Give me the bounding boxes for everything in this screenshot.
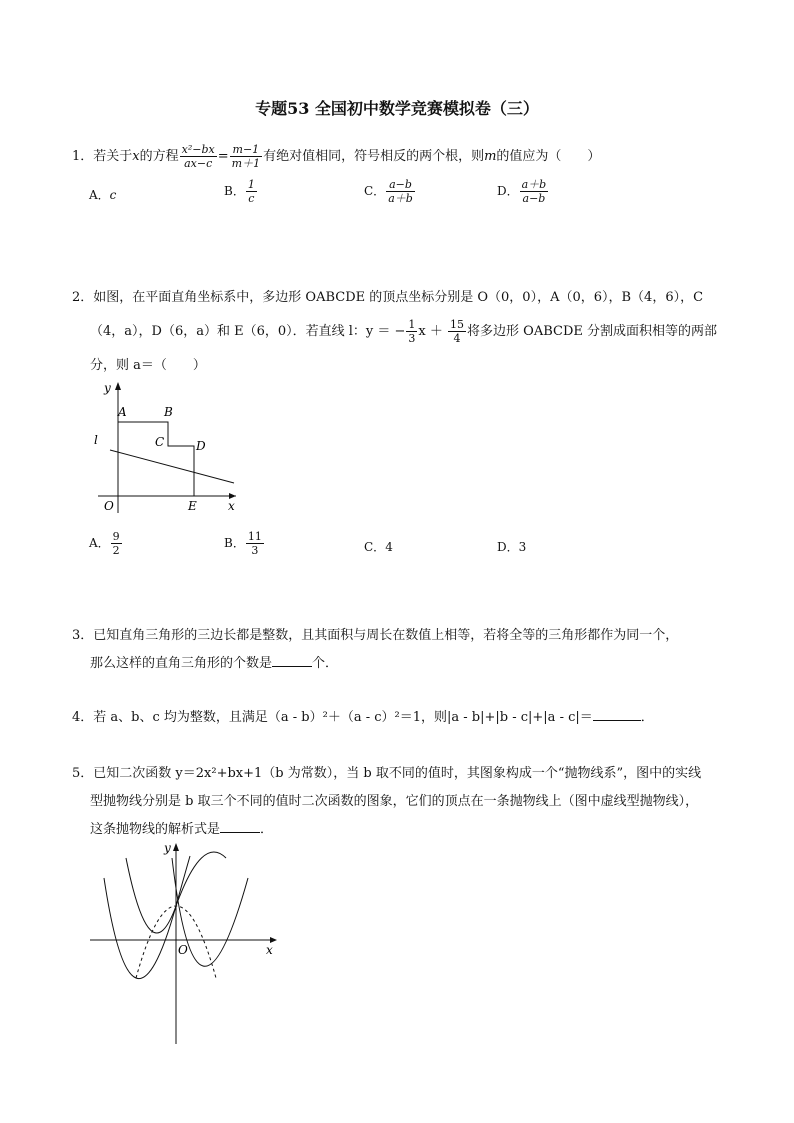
- q5-label-x: x: [266, 943, 273, 957]
- q2-polygon-figure: [88, 378, 248, 518]
- q2-y-axis-arrow: [115, 382, 121, 390]
- q3-answer-blank: [272, 654, 312, 667]
- question-3-line-1: 3．已知直角三角形的三边长都是整数，且其面积与周长在数值上相等，若将全等的三角形都作为同一个，: [72, 628, 679, 643]
- q5-answer-blank: [220, 820, 260, 833]
- q2-label-e: E: [188, 499, 197, 513]
- q5-y-axis-arrow: [173, 843, 179, 851]
- q1-fraction-left: $\frac{\text{x²−bx}}{ax-c}$: [181, 143, 215, 170]
- q2-option-a: A． $\frac{9}{2}$: [89, 530, 120, 557]
- question-2-line-1: 2．如图，在平面直角坐标系中，多边形 OABCDE 的顶点坐标分别是 O（0，0），A（0，6），B（4，6），C: [72, 290, 704, 305]
- q1-option-a: A．c: [89, 188, 117, 202]
- question-2-line-3: 分，则 a＝（ ）: [90, 358, 206, 373]
- q2-label-o: O: [104, 499, 114, 513]
- q1-option-c: C． $\frac{a-b}{a+b}$: [364, 178, 413, 205]
- q5-label-o: O: [178, 943, 188, 957]
- question-5-line-1: 5．已知二次函数 y＝2x²+bx+1（b 为常数），当 b 取不同的值时，其图象构成一个“抛物线系”，图中的实线: [72, 766, 702, 781]
- question-5-line-3: 这条抛物线的解析式是 ．: [90, 822, 274, 837]
- q2-label-x: x: [228, 499, 235, 513]
- q4-answer-blank: [593, 708, 641, 721]
- q1-fraction-right: $\frac{m-1}{m+1}$: [231, 143, 261, 170]
- q2-label-y: y: [104, 381, 111, 395]
- question-3-line-2: 那么这样的直角三角形的个数是 个．: [90, 656, 339, 671]
- question-5-line-2: 型抛物线分别是 b 取三个不同的值时二次函数的图象，它们的顶点在一条抛物线上（图中虚线型抛物线），: [90, 794, 699, 809]
- q2-label-d: D: [196, 439, 206, 453]
- q2-option-c: C．4: [364, 540, 393, 554]
- page-title: 专题53 全国初中数学竞赛模拟卷（三）: [255, 99, 539, 118]
- q5-parabola-left: [104, 856, 190, 979]
- q2-label-l: l: [94, 433, 98, 447]
- q5-label-y: y: [164, 841, 171, 855]
- q2-label-c: C: [155, 435, 165, 449]
- q2-polygon-outline: [118, 422, 194, 496]
- question-4-stem: 4．若 a、b、c 均为整数，且满足（a - b）²＋（a - c）²＝1，则|a - b|+|b - c|+|a - c|＝ ．: [72, 710, 654, 725]
- q2-line-l: [110, 450, 234, 483]
- q2-label-a: A: [118, 405, 127, 419]
- question-2-line-2: （4，a），D（6，a）和 E（6，0）．若直线 l：y ＝ − $\frac{1}{3}$ x ＋ $\frac{15}{4}$ 将多边形 OABCDE 分割成面积相等的两部: [90, 318, 717, 345]
- q2-option-b: B． $\frac{11}{3}$: [224, 530, 262, 557]
- q2-option-d: D．3: [497, 540, 527, 554]
- q2-label-b: B: [164, 405, 173, 419]
- q1-option-d: D． $\frac{a+b}{a-b}$: [497, 178, 547, 205]
- q1-option-b: B． $\frac{1}{c}$: [224, 178, 255, 205]
- question-1-stem: 1．若关于x的方程 $\frac{\text{x²−bx}}{ax-c}$ = $\frac{m-1}{m+1}$ 有绝对值相同，符号相反的两个根，则m的值应为（ ）: [72, 143, 601, 170]
- q5-parabola-figure: [86, 838, 286, 1048]
